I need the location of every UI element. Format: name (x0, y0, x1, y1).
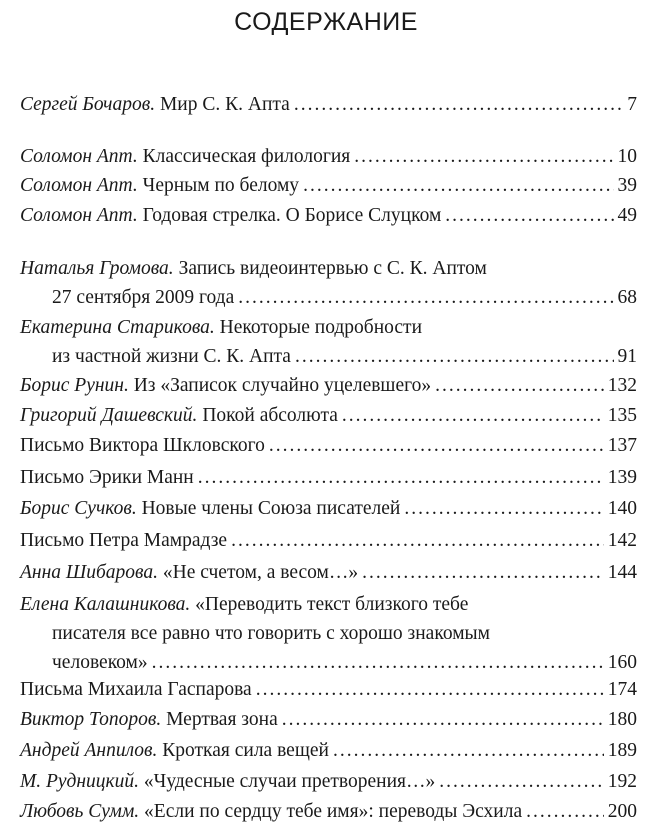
toc-entry-title: «Не счетом, а весом…» (162, 562, 359, 583)
toc-entry (20, 401, 637, 430)
leader-dots (526, 797, 604, 826)
toc-entry (20, 463, 637, 492)
toc-entry-author: Сергей Бочаров. (20, 94, 156, 115)
toc-entry-page: 49 (617, 205, 637, 226)
toc-entry (20, 371, 637, 400)
toc-entry-line (20, 171, 637, 200)
toc-entry-title: «Чудесные случаи претворения…» (143, 771, 436, 792)
toc-entry (20, 767, 637, 796)
leader-dots (333, 736, 604, 765)
toc-entry (20, 142, 637, 171)
toc-entry (20, 201, 637, 230)
toc-entry-page: 137 (607, 435, 637, 456)
toc-entry-author: Соломон Апт. (20, 146, 138, 167)
toc-entry-title: Годовая стрелка. О Борисе Слуцком (142, 205, 442, 226)
toc-entry-title: Мертвая зона (166, 709, 278, 730)
toc-entry (20, 254, 637, 312)
toc-entry-title: Черным по белому (142, 175, 300, 196)
toc-entry-page: 10 (617, 146, 637, 167)
leader-dots (231, 526, 604, 555)
leader-dots (152, 648, 604, 677)
leader-dots (294, 90, 623, 119)
toc-entry-line (20, 648, 637, 677)
toc-entry-page: 180 (607, 709, 637, 730)
toc-entry (20, 675, 637, 704)
toc-entry-title: «Если по сердцу тебе имя»: переводы Эсхила (144, 801, 523, 822)
toc-entry-title: Письмо Петра Мамрадзе (20, 530, 228, 551)
toc-entry (20, 797, 637, 826)
toc-entry-author: Андрей Анпилов. (20, 740, 158, 761)
toc-entry-page: 189 (607, 740, 637, 761)
leader-dots (198, 463, 604, 492)
toc-entry-line (20, 431, 637, 460)
toc-entry (20, 558, 637, 587)
toc-entry-title: Кроткая сила вещей (162, 740, 329, 761)
toc-entry-page: 135 (607, 405, 637, 426)
toc-entry-line (20, 797, 637, 826)
toc-entry (20, 171, 637, 200)
toc-entry (20, 526, 637, 555)
leader-dots (445, 201, 613, 230)
toc-entry-page: 200 (607, 801, 637, 822)
toc-entry (20, 494, 637, 523)
toc-entry (20, 705, 637, 734)
toc-entry-line (20, 619, 637, 648)
leader-dots (256, 675, 604, 704)
toc-entry (20, 736, 637, 765)
toc-entry-page: 132 (607, 375, 637, 396)
leader-dots (269, 431, 604, 460)
toc-entry-page: 160 (607, 652, 637, 673)
leader-dots (282, 705, 604, 734)
toc-entry-page: 91 (617, 346, 637, 367)
toc-entry-author: Анна Шибарова. (20, 562, 158, 583)
toc-entry-author: Борис Рунин. (20, 375, 129, 396)
toc-entry-page: 142 (607, 530, 637, 551)
toc-entry-page: 7 (627, 94, 637, 115)
toc-entry-line (20, 90, 637, 119)
toc-entry-author: Соломон Апт. (20, 205, 138, 226)
toc-entry (20, 90, 637, 119)
toc-entry-author: Григорий Дашевский. (20, 405, 198, 426)
toc-entry-page: 174 (607, 679, 637, 700)
leader-dots (238, 283, 613, 312)
toc-entry-title: Письма Михаила Гаспарова (20, 679, 252, 700)
toc-entry-author: Елена Калашникова. (20, 594, 191, 615)
toc-entry (20, 431, 637, 460)
toc-entry-title: «Переводить текст близкого тебе (195, 594, 469, 615)
toc-entry-page: 192 (607, 771, 637, 792)
toc-entry-line (20, 371, 637, 400)
toc-entry-line (20, 767, 637, 796)
toc-entry-line (20, 526, 637, 555)
toc-entry-title-cont: из частной жизни С. К. Апта (52, 346, 291, 367)
leader-dots (295, 342, 614, 371)
toc-entry-title: Запись видеоинтервью с С. К. Аптом (178, 258, 487, 279)
toc-entry-author: Соломон Апт. (20, 175, 138, 196)
toc-entry-page: 39 (617, 175, 637, 196)
toc-entry-author: Виктор Топоров. (20, 709, 162, 730)
toc-entry-title: Некоторые подробности (219, 317, 423, 338)
toc-entry-title: Покой абсолюта (202, 405, 338, 426)
toc-entry-line (20, 283, 637, 312)
toc-entry-line (20, 705, 637, 734)
toc-entry-title-cont: писателя все равно что говорить с хорошо знакомым (52, 623, 490, 644)
leader-dots (404, 494, 603, 523)
toc-entry-title: Классическая филология (142, 146, 351, 167)
toc-entry-line (20, 558, 637, 587)
toc-entry (20, 313, 637, 371)
toc-entry-line (20, 494, 637, 523)
toc-entry-title: Письмо Эрики Манн (20, 467, 194, 488)
toc-entry-title: Письмо Виктора Шкловского (20, 435, 265, 456)
leader-dots (303, 171, 613, 200)
toc-entry-author: Наталья Громова. (20, 258, 174, 279)
toc-entry-author: М. Рудницкий. (20, 771, 140, 792)
toc-entry-title-cont: 27 сентября 2009 года (52, 287, 235, 308)
toc-entry-author: Екатерина Старикова. (20, 317, 215, 338)
leader-dots (342, 401, 604, 430)
toc-entry-line (20, 590, 637, 619)
toc-entry (20, 590, 637, 677)
toc-entry-page: 139 (607, 467, 637, 488)
toc-entry-line (20, 401, 637, 430)
toc-entry-line (20, 342, 637, 371)
toc-entry-author: Любовь Сумм. (20, 801, 140, 822)
toc-entry-line (20, 463, 637, 492)
toc-entry-page: 68 (617, 287, 637, 308)
toc-entry-line (20, 142, 637, 171)
leader-dots (354, 142, 613, 171)
toc-entry-line (20, 254, 637, 283)
leader-dots (362, 558, 604, 587)
toc-entry-author: Борис Сучков. (20, 498, 137, 519)
toc-entry-line (20, 736, 637, 765)
toc-entry-page: 144 (607, 562, 637, 583)
toc-entry-page: 140 (607, 498, 637, 519)
toc-entry-title: Мир С. К. Апта (159, 94, 290, 115)
leader-dots (439, 767, 604, 796)
toc-entry-line (20, 201, 637, 230)
leader-dots (435, 371, 604, 400)
toc-entry-title: Из «Записок случайно уцелевшего» (133, 375, 432, 396)
page-title: СОДЕРЖАНИЕ (234, 8, 418, 36)
toc-entry-line (20, 675, 637, 704)
toc-entry-title: Новые члены Союза писателей (141, 498, 401, 519)
toc-entry-title-cont: человеком» (52, 652, 148, 673)
toc-entry-line (20, 313, 637, 342)
